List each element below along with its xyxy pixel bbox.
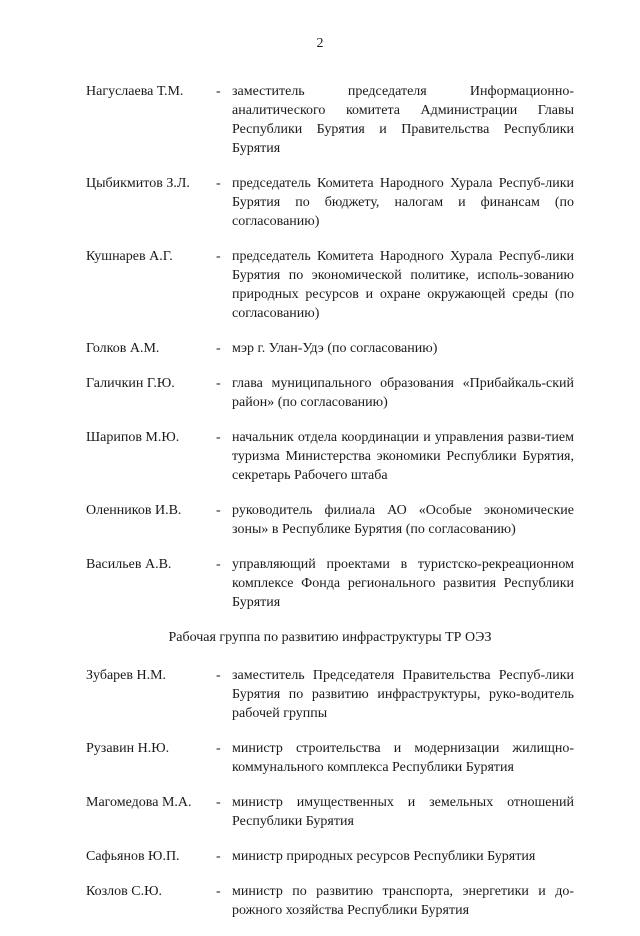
member-entry [86, 374, 574, 412]
member-name: Кушнарев А.Г. [86, 249, 173, 264]
member-description: заместитель Председателя Правительства Респуб-лики Бурятия по развитию инфраструктуры, руко-водитель рабочей группы [232, 668, 574, 721]
members-top [86, 82, 574, 612]
members-bottom [86, 666, 574, 920]
member-name: Рузавин Н.Ю. [86, 741, 170, 756]
member-description: заместитель председателя Информационно-аналитического комитета Администрации Главы Республики Бурятия и Правительства Республики Бурятия [232, 84, 574, 156]
member-description: управляющий проектами в туристско-рекреационном комплексе Фонда регионального развития Республики Бурятия [232, 557, 574, 610]
member-entry [86, 174, 574, 231]
member-name: Голков А.М. [86, 341, 160, 356]
entry-dash: - [216, 341, 221, 356]
member-description: министр по развитию транспорта, энергетики и до-рожного хозяйства Республики Бурятия [232, 884, 574, 918]
member-entry [86, 847, 574, 866]
member-name: Сафьянов Ю.П. [86, 849, 180, 864]
member-name: Галичкин Г.Ю. [86, 376, 175, 391]
member-description: председатель Комитета Народного Хурала Респуб-лики Бурятия по бюджету, налогам и финансам (по согласованию) [232, 176, 574, 229]
member-entry [86, 739, 574, 777]
member-name: Магомедова М.А. [86, 795, 192, 810]
member-entry [86, 882, 574, 920]
member-name: Оленников И.В. [86, 503, 182, 518]
member-name: Зубарев Н.М. [86, 668, 167, 683]
member-entry [86, 793, 574, 831]
member-description: мэр г. Улан-Удэ (по согласованию) [232, 341, 438, 356]
entry-dash: - [216, 557, 221, 572]
entry-dash: - [216, 741, 221, 756]
member-entry [86, 82, 574, 158]
member-name: Козлов С.Ю. [86, 884, 162, 899]
entry-dash: - [216, 884, 221, 899]
entry-dash: - [216, 249, 221, 264]
entry-dash: - [216, 503, 221, 518]
entry-dash: - [216, 668, 221, 683]
section-heading: Рабочая группа по развитию инфраструктуры ТР ОЭЗ [168, 630, 492, 645]
member-description: министр имущественных и земельных отношений Республики Бурятия [232, 795, 574, 829]
member-name: Нагуслаева Т.М. [86, 84, 184, 99]
entry-dash: - [216, 849, 221, 864]
member-entry [86, 428, 574, 485]
member-name: Шарипов М.Ю. [86, 430, 180, 445]
member-description: начальник отдела координации и управления разви-тием туризма Министерства экономики Республики Бурятия, секретарь Рабочего штаба [232, 430, 574, 483]
entry-dash: - [216, 795, 221, 810]
member-name: Васильев А.В. [86, 557, 172, 572]
member-description: председатель Комитета Народного Хурала Респуб-лики Бурятия по экономической политике, исполь-зованию природных ресурсов и охране окружающей среды (по согласованию) [232, 249, 574, 321]
page-number: 2 [316, 36, 324, 51]
entry-dash: - [216, 430, 221, 445]
entry-dash: - [216, 176, 221, 191]
member-entry [86, 247, 574, 323]
member-entry [86, 666, 574, 723]
member-description: министр строительства и модернизации жилищно-коммунального комплекса Республики Бурятия [232, 741, 574, 775]
member-list [86, 82, 574, 936]
member-name: Цыбикмитов З.Л. [86, 176, 190, 191]
member-description: министр природных ресурсов Республики Бурятия [232, 849, 536, 864]
member-entry [86, 555, 574, 612]
member-entry [86, 501, 574, 539]
entry-dash: - [216, 376, 221, 391]
entry-dash: - [216, 84, 221, 99]
member-entry [86, 339, 574, 358]
member-description: руководитель филиала АО «Особые экономические зоны» в Республике Бурятия (по согласованию) [232, 503, 574, 537]
member-description: глава муниципального образования «Прибайкаль-ский район» (по согласованию) [232, 376, 574, 410]
